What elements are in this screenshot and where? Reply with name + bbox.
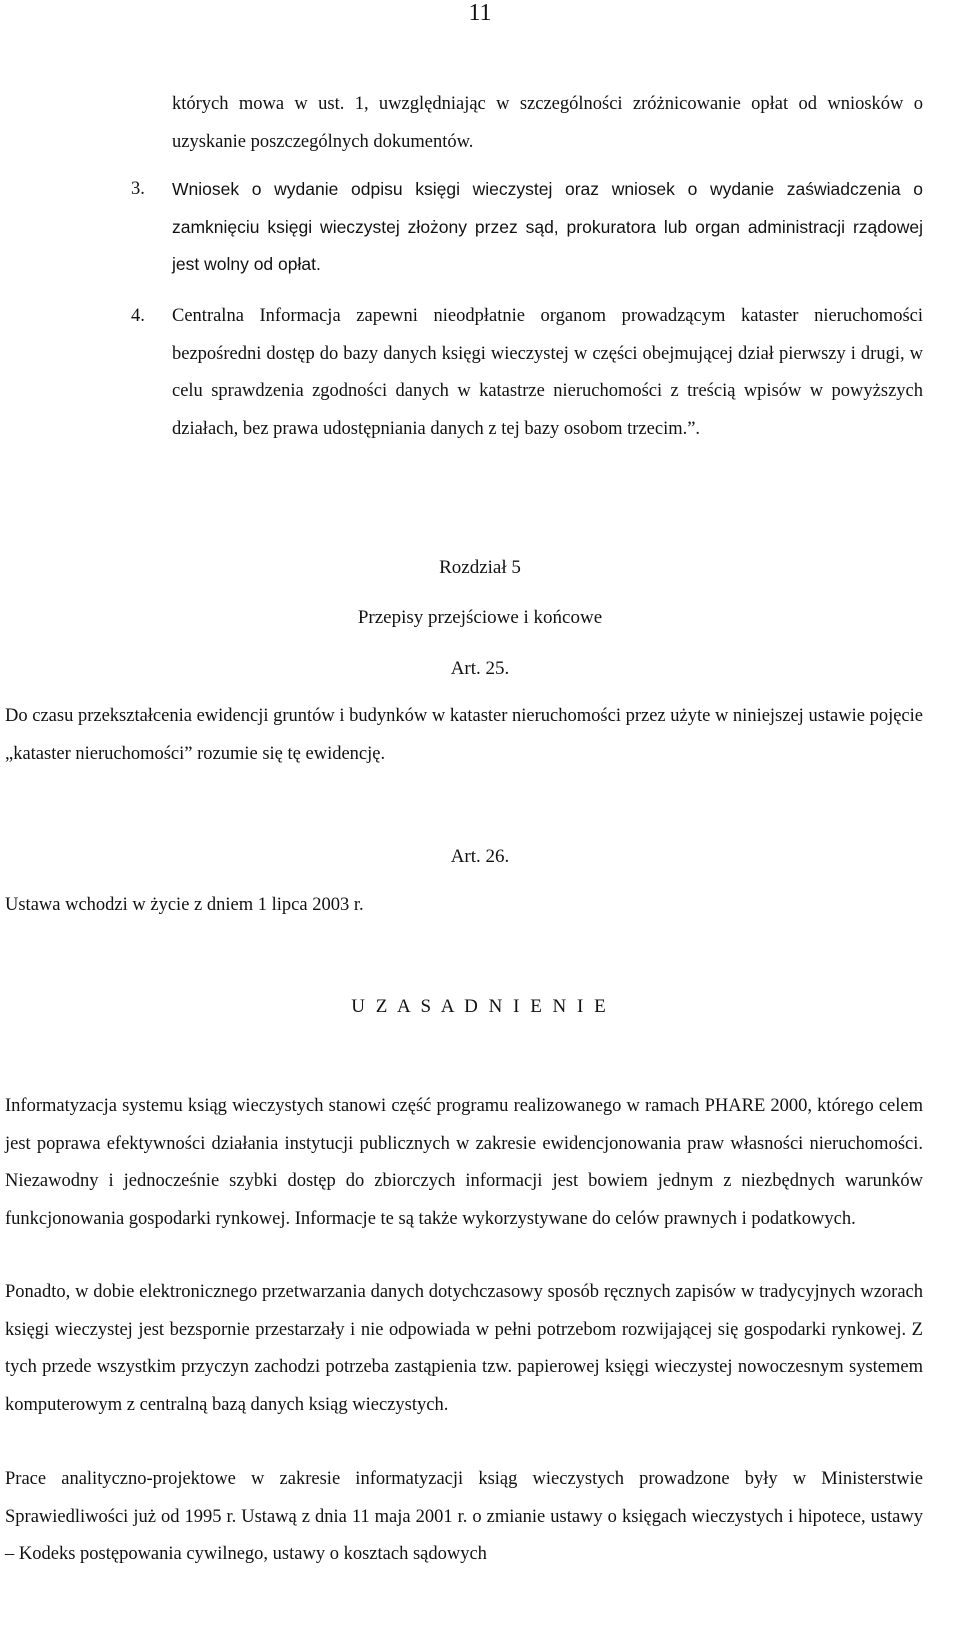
- article-26-title: Art. 26.: [450, 846, 510, 867]
- item-3-text: Wniosek o wydanie odpisu księgi wieczystej oraz wniosek o wydanie zaświadczenia o zamknięciu księgi wieczystej złożony przez sąd, prokuratora lub organ administracji rządowej jest wolny od opłat.: [172, 179, 923, 275]
- justification-heading: U Z A S A D N I E N I E: [351, 996, 609, 1017]
- item-3-number: 3.: [131, 179, 145, 199]
- item-4-number: 4.: [131, 306, 145, 326]
- justification-paragraph: Prace analityczno-projektowe w zakresie informatyzacji ksiąg wieczystych prowadzone były w Ministerstwie Sprawiedliwości już od 1995 r. Ustawą z dnia 11 maja 2001 r. o zmianie ustawy o księgach wieczystych i hipotece, ustawy – Kodeks postępowania cywilnego, ustawy o kosztach sądowych: [5, 1469, 923, 1565]
- page-number: 11: [468, 0, 492, 26]
- justification-paragraph: Informatyzacja systemu ksiąg wieczystych stanowi część programu realizowanego w ramach PHARE 2000, którego celem jest poprawa efektywności działania instytucji publicznych w zakresie ewidencjonowania praw własności nieruchomości. Niezawodny i jednocześnie szybki dostęp do zbiorczych informacji jest bowiem jednym z niezbędnych warunków funkcjonowania gospodarki rynkowej. Informacje te są także wykorzystywane do celów prawnych i podatkowych.: [5, 1096, 923, 1229]
- article-25-title: Art. 25.: [450, 658, 510, 679]
- article-25-text: Do czasu przekształcenia ewidencji gruntów i budynków w kataster nieruchomości przez użyte w niniejszej ustawie pojęcie „kataster nieruchomości” rozumie się tę ewidencję.: [5, 706, 923, 764]
- item-3: [131, 171, 923, 284]
- chapter-number: Rozdział 5: [439, 557, 521, 578]
- justification-paragraph: Ponadto, w dobie elektronicznego przetwarzania danych dotychczasowy sposób ręcznych zapisów w tradycyjnych wzorach księgi wieczystej jest bezspornie przestarzały i nie odpowiada w pełni potrzebom rozwijającej się gospodarki rynkowej. Z tych przede wszystkim przyczyn zachodzi potrzeba zastąpienia tzw. papierowej księgi wieczystej nowoczesnym systemem komputerowym z centralną bazą danych ksiąg wieczystych.: [5, 1282, 923, 1415]
- item-4: [131, 298, 923, 448]
- chapter-title: Przepisy przejściowe i końcowe: [357, 607, 603, 628]
- article-26-text: Ustawa wchodzi w życie z dniem 1 lipca 2003 r.: [5, 895, 364, 915]
- item-4-text: Centralna Informacja zapewni nieodpłatnie organom prowadzącym kataster nieruchomości bezpośredni dostęp do bazy danych księgi wieczystej w części obejmującej dział pierwszy i drugi, w celu sprawdzenia zgodności danych w katastrze nieruchomości z treścią wpisów w powyższych działach, bez prawa udostępniania danych z tej bazy osobom trzecim.”.: [172, 306, 923, 439]
- item-2-continuation: których mowa w ust. 1, uwzględniając w szczególności zróżnicowanie opłat od wniosków o uzyskanie poszczególnych dokumentów.: [172, 94, 923, 152]
